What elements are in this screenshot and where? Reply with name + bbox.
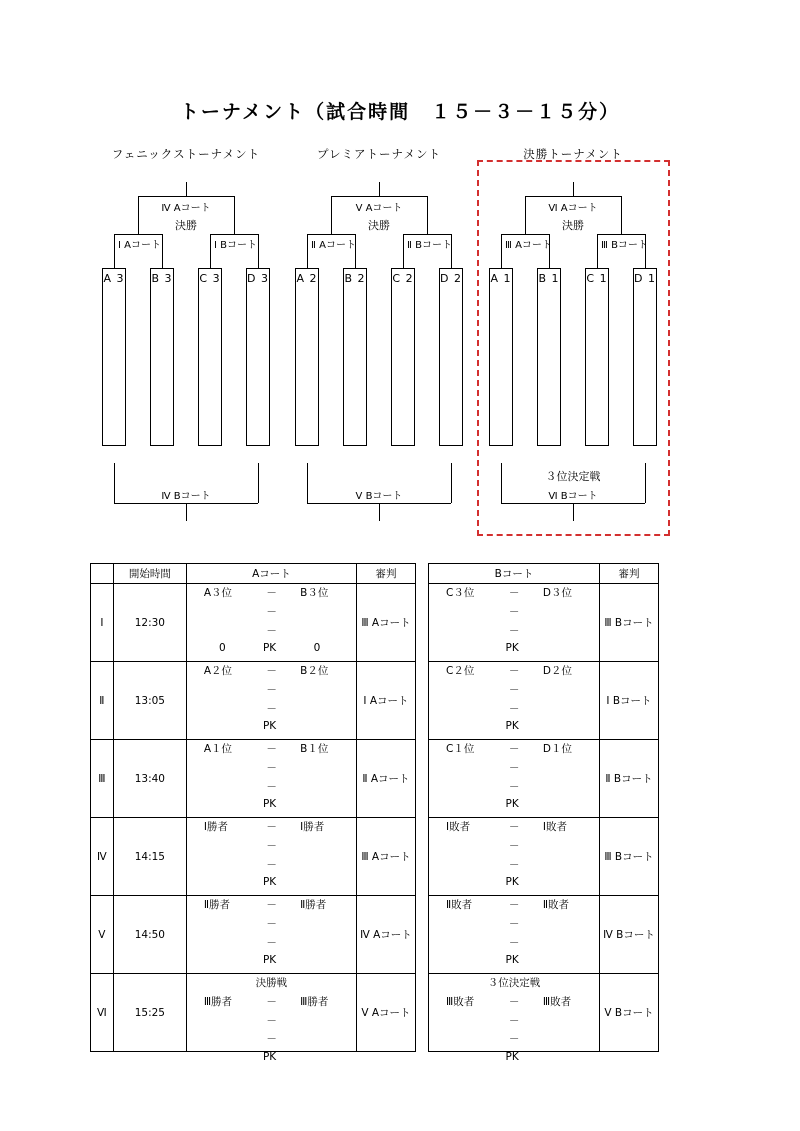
bracket-line [186,503,187,521]
lane-label: C 2 [392,272,414,285]
referee-cell: Ⅳ Aコート [356,896,415,974]
team-left: A１位 [203,743,232,755]
lane-label: B 3 [151,272,173,285]
team-right: Ⅰ勝者 [300,821,325,833]
schedule-table-a [90,563,416,1063]
bracket-line [186,182,187,196]
team-left: Ⅰ勝者 [203,821,228,833]
page-title: トーナメント（試合時間 １５－３－１５分） [179,101,621,123]
referee-cell: Ⅱ Aコート [356,740,415,818]
lane-label: D 2 [440,272,462,285]
referee-cell: Ⅴ Bコート [600,974,659,1052]
team-right: Ⅰ敗者 [542,821,567,833]
dash: － [508,703,520,715]
team-left: C１位 [446,743,475,755]
dash: － [508,918,520,930]
team-left: C３位 [446,587,475,599]
final-court-label: Ⅳ Aコート [161,203,211,214]
dash: － [508,665,520,677]
bracket-line [234,196,235,234]
match-cell [187,662,356,739]
match-cell [429,818,599,895]
match-heading: ３位決定戦 [487,977,541,989]
schedule-table-b [428,563,659,1063]
pk-label: PK [262,798,277,810]
team-lane [246,268,270,446]
final-court-label: Ⅵ Aコート [548,203,598,214]
b-court-header: Bコート [429,564,600,584]
team-right: D２位 [542,665,572,677]
referee-header: 審判 [356,564,415,584]
referee-header: 審判 [600,564,659,584]
bracket-line [258,234,259,268]
dash: － [266,703,277,715]
lane-label: A 1 [490,272,512,285]
bracket-line [210,234,211,268]
referee-cell: Ⅰ Bコート [600,662,659,740]
pk-label: PK [505,954,519,966]
team-right: B３位 [300,587,329,599]
time-cell: 13:05 [113,662,186,740]
team-left: Ⅲ敗者 [446,996,475,1008]
schedule-row [91,818,416,896]
dash: － [508,1015,520,1027]
team-lane [198,268,222,446]
dash: － [508,937,520,949]
schedule-row [91,662,416,740]
pk-label: PK [262,720,277,732]
round-cell: Ⅴ [91,896,114,974]
referee-cell: Ⅲ Bコート [600,584,659,662]
round-cell: Ⅳ [91,818,114,896]
lane-label: B 1 [538,272,560,285]
dash: － [266,821,277,833]
bracket-line [379,182,380,196]
dash: － [266,996,277,1008]
lane-label: D 1 [634,272,656,285]
semi-court-label: Ⅱ Aコート [311,240,356,251]
semi-court-label: Ⅱ Bコート [407,240,452,251]
bracket-line [331,196,332,234]
dash: － [266,587,277,599]
bracket-line [210,234,258,235]
semi-court-label: Ⅲ Bコート [601,240,648,251]
match-cell [187,896,356,973]
schedule-row [429,896,659,974]
pk-label: PK [505,642,519,654]
schedule-row [429,662,659,740]
team-lane [439,268,463,446]
team-left: Ⅱ敗者 [446,899,473,911]
dash: － [508,587,520,599]
a-court-header: Aコート [186,564,356,584]
referee-cell: Ⅲ Bコート [600,818,659,896]
bracket-line [451,463,452,503]
dash: － [266,684,277,696]
bracket-line [114,234,162,235]
dash: － [266,762,277,774]
match-heading: 決勝戦 [255,977,288,989]
referee-cell: Ⅳ Bコート [600,896,659,974]
bracket-line [331,196,427,197]
lane-label: D 3 [247,272,269,285]
lane-label: B 2 [344,272,366,285]
final-label: 決勝 [562,219,584,232]
referee-cell: Ⅲ Aコート [356,818,415,896]
match-cell [187,974,356,1063]
dash: － [266,1015,277,1027]
highlight-box [477,160,670,536]
pk-label: PK [505,798,519,810]
team-left: Ⅰ敗者 [446,821,471,833]
dash: － [508,859,520,871]
team-lane [391,268,415,446]
semi-court-label: Ⅰ Bコート [214,240,257,251]
dash: － [508,743,520,755]
team-right: B１位 [300,743,329,755]
dash: － [266,840,277,852]
team-left: A２位 [203,665,232,677]
dash: － [508,625,520,637]
final-label: 決勝 [368,219,390,232]
bracket-name: 決勝トーナメント [523,147,623,161]
team-right: Ⅲ勝者 [300,996,329,1008]
time-cell: 12:30 [113,584,186,662]
lane-label: C 1 [586,272,608,285]
team-right: Ⅱ勝者 [300,899,327,911]
dash: － [508,996,520,1008]
team-right: Ⅱ敗者 [542,899,570,911]
bracket-line [258,463,259,503]
dash: － [266,781,277,793]
pk-label: PK [262,1051,277,1063]
dash: － [266,918,277,930]
round-header [91,564,114,584]
schedule-row [91,974,416,1052]
schedule-row [429,740,659,818]
bracket-line [307,234,355,235]
match-cell [187,740,356,817]
lane-label: C 3 [199,272,221,285]
match-cell [429,896,599,973]
team-left: Ⅱ勝者 [203,899,230,911]
match-cell [187,584,356,661]
pk-label: PK [505,1051,519,1063]
team-lane [343,268,367,446]
schedule-row [429,974,659,1052]
dash: － [266,625,277,637]
referee-cell: Ⅲ Aコート [356,584,415,662]
time-cell: 13:40 [113,740,186,818]
lane-label: A 2 [296,272,318,285]
referee-cell: Ⅰ Aコート [356,662,415,740]
bottom-court-label: Ⅵ Bコート [548,491,598,502]
round-cell: Ⅲ [91,740,114,818]
match-cell [187,818,356,895]
final-label: 決勝 [175,219,197,232]
time-cell: 14:50 [113,896,186,974]
dash: － [508,684,520,696]
team-lane [295,268,319,446]
semi-court-label: Ⅲ Aコート [505,240,552,251]
round-cell: Ⅵ [91,974,114,1052]
bracket-name: フェニックストーナメント [111,147,261,161]
team-left: C２位 [446,665,475,677]
schedule-row [91,740,416,818]
bottom-court-label: Ⅳ Bコート [161,491,211,502]
dash: － [508,781,520,793]
match-cell [429,584,599,661]
round-cell: Ⅰ [91,584,114,662]
dash: － [266,1033,277,1045]
score-left: 0 [219,642,226,654]
score-right: 0 [313,642,321,654]
pk-label: PK [505,720,519,732]
dash: － [266,743,277,755]
final-court-label: Ⅴ Aコート [355,203,403,214]
bracket-line [162,234,163,268]
dash: － [266,899,277,911]
round-cell: Ⅱ [91,662,114,740]
bracket-line [427,196,428,234]
dash: － [266,937,277,949]
dash: － [508,821,520,833]
bracket-line [138,196,139,234]
bottom-court-label: Ⅴ Bコート [355,491,403,502]
dash: － [266,606,277,618]
dash: － [266,859,277,871]
pk-label: PK [505,876,519,888]
dash: － [508,1033,520,1045]
dash: － [508,899,520,911]
referee-cell: Ⅴ Aコート [356,974,415,1052]
bracket-line [138,196,234,197]
dash: － [266,665,277,677]
dash: － [508,840,520,852]
dash: － [508,606,520,618]
referee-cell: Ⅱ Bコート [600,740,659,818]
bracket-line [114,234,115,268]
lane-label: A 3 [103,272,125,285]
schedule-row [429,584,659,662]
team-right: Ⅲ敗者 [542,996,572,1008]
match-cell [429,662,599,739]
time-cell: 15:25 [113,974,186,1052]
bracket-line [307,463,308,503]
pk-label: PK [262,876,277,888]
bracket-line [403,234,404,268]
start-time-header: 開始時間 [113,564,186,584]
semi-court-label: Ⅰ Aコート [118,240,161,251]
team-lane [102,268,126,446]
match-cell [429,974,599,1063]
schedule-row [91,896,416,974]
bracket-line [403,234,451,235]
bracket-name: プレミアトーナメント [316,147,442,161]
dash: － [508,762,520,774]
bracket-line [379,503,380,521]
match-cell [429,740,599,817]
team-left: Ⅲ勝者 [203,996,233,1008]
team-lane [150,268,174,446]
pk-label: PK [262,642,277,654]
time-cell: 14:15 [113,818,186,896]
bracket-line [307,234,308,268]
team-right: D３位 [542,587,572,599]
team-left: A３位 [203,587,232,599]
schedule-row [91,584,416,662]
bottom-match-label: ３位決定戦 [545,470,601,483]
pk-label: PK [262,954,277,966]
team-right: B２位 [300,665,329,677]
bracket-line [114,463,115,503]
schedule-row [429,818,659,896]
team-right: D１位 [542,743,572,755]
